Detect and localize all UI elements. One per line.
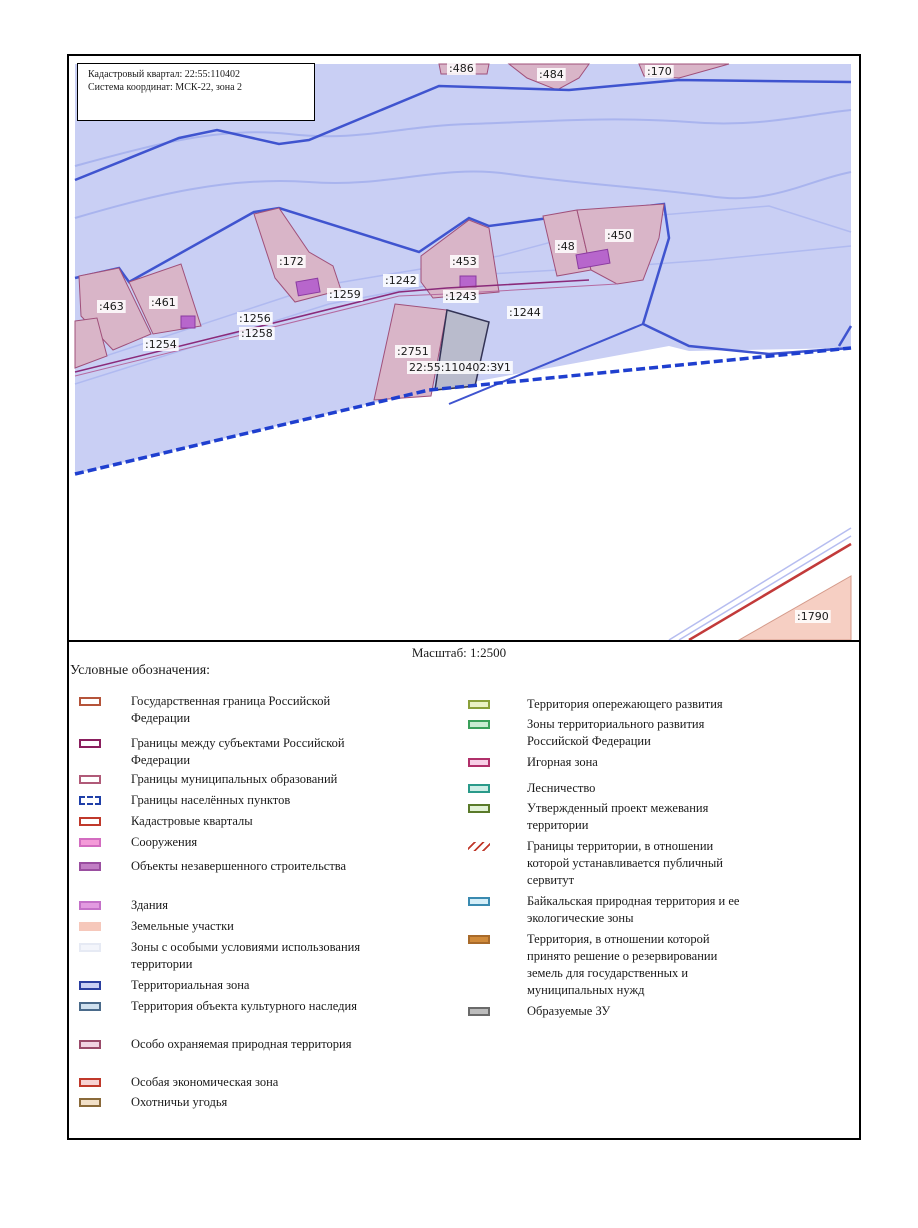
- legend-swatch-icon: [468, 842, 490, 851]
- legend-item-label: Зоны территориального развития Российской Федерации: [527, 717, 705, 748]
- legend-item-label: Границы территории, в отношении которой устанавливается публичный сервитут: [527, 839, 723, 887]
- legend-swatch-icon: [79, 775, 101, 784]
- legend-item-label: Объекты незавершенного строительства: [131, 859, 347, 873]
- map-info-box: [77, 63, 315, 121]
- legend-item-label: Зоны с особыми условиями использования территории: [131, 940, 361, 971]
- parcel-label: :484: [539, 68, 564, 81]
- parcel-label: :1790: [797, 610, 829, 623]
- legend-item-label: Земельные участки: [131, 919, 234, 933]
- legend-item-label: Особо охраняемая природная территория: [131, 1037, 352, 1051]
- cadastral-map[interactable]: [69, 56, 859, 640]
- legend-swatch-icon: [79, 739, 101, 748]
- legend-swatch-icon: [468, 897, 490, 906]
- cadastral-quarter-text: Кадастровый квартал: 22:55:110402: [88, 69, 240, 80]
- map-scale: Масштаб: 1:2500: [411, 645, 507, 660]
- parcel-label: :463: [99, 300, 124, 313]
- parcel-label: :172: [279, 255, 304, 268]
- parcel-label: :486: [449, 62, 474, 75]
- legend-swatch-icon: [79, 1078, 101, 1087]
- legend-item-label: Утвержденный проект межевания территории: [527, 801, 709, 832]
- legend-swatch-icon: [79, 943, 101, 952]
- map-legend-divider: [67, 640, 861, 642]
- legend-item-label: Территория, в отношении которой принято решение о резервировании земель для государственных и муниципальных нужд: [527, 932, 718, 997]
- parcel-label: :48: [557, 240, 575, 253]
- legend-item-label: Границы муниципальных образований: [131, 772, 338, 786]
- legend-item-label: Лесничество: [527, 781, 596, 795]
- legend-item-label: Образуемые ЗУ: [527, 1004, 611, 1018]
- parcel-label: :170: [647, 65, 672, 78]
- parcel-label: :450: [607, 229, 632, 242]
- legend-swatch-icon: [468, 1007, 490, 1016]
- legend-item-label: Охотничьи угодья: [131, 1095, 228, 1109]
- legend-item-label: Государственная граница Российской Федерации: [131, 694, 331, 725]
- legend-item-label: Сооружения: [131, 835, 198, 849]
- parcel-label: :1243: [445, 290, 477, 303]
- legend-swatch-icon: [468, 720, 490, 729]
- legend-item-label: Кадастровые кварталы: [131, 814, 253, 828]
- parcel-label: :1254: [145, 338, 177, 351]
- parcel-label: 22:55:110402:ЗУ1: [409, 361, 511, 374]
- parcel-label: :461: [151, 296, 176, 309]
- coordinate-system-text: Система координат: МСК-22, зона 2: [88, 82, 243, 93]
- legend-swatch-icon: [79, 1002, 101, 1011]
- legend-item-label: Территория опережающего развития: [527, 697, 723, 711]
- legend-title: Условные обозначения:: [70, 663, 211, 678]
- parcel-label: :1242: [385, 274, 417, 287]
- legend-swatch-icon: [468, 784, 490, 793]
- legend-swatch-icon: [79, 862, 101, 871]
- legend-swatch-icon: [79, 838, 101, 847]
- legend-swatch-icon: [79, 901, 101, 910]
- parcel-label: :1256: [239, 312, 271, 325]
- parcel-label: :1244: [509, 306, 541, 319]
- parcel-label: :1259: [329, 288, 361, 301]
- legend-swatch-icon: [468, 700, 490, 709]
- legend-item-label: Байкальская природная территория и ее экологические зоны: [527, 894, 740, 925]
- legend-item-label: Игорная зона: [527, 755, 598, 769]
- parcel-label: :1258: [241, 327, 273, 340]
- legend-swatch-icon: [79, 1098, 101, 1107]
- legend-swatch-icon: [79, 922, 101, 931]
- legend-swatch-icon: [468, 935, 490, 944]
- legend-item-label: Территория объекта культурного наследия: [131, 999, 357, 1013]
- legend-item-label: Особая экономическая зона: [131, 1075, 279, 1089]
- legend-swatch-icon: [79, 981, 101, 990]
- parcel-label: :2751: [397, 345, 429, 358]
- legend-swatch-icon: [79, 817, 101, 826]
- legend-item-label: Территориальная зона: [131, 978, 250, 992]
- parcel-label: :453: [452, 255, 477, 268]
- legend-swatch-icon: [79, 796, 101, 805]
- legend-swatch-icon: [79, 697, 101, 706]
- legend-item-label: Границы между субъектами Российской Федерации: [131, 736, 345, 767]
- legend-swatch-icon: [468, 758, 490, 767]
- legend-item-label: Здания: [131, 898, 168, 912]
- legend-swatch-icon: [468, 804, 490, 813]
- legend-swatch-icon: [79, 1040, 101, 1049]
- legend-item-label: Границы населённых пунктов: [131, 793, 291, 807]
